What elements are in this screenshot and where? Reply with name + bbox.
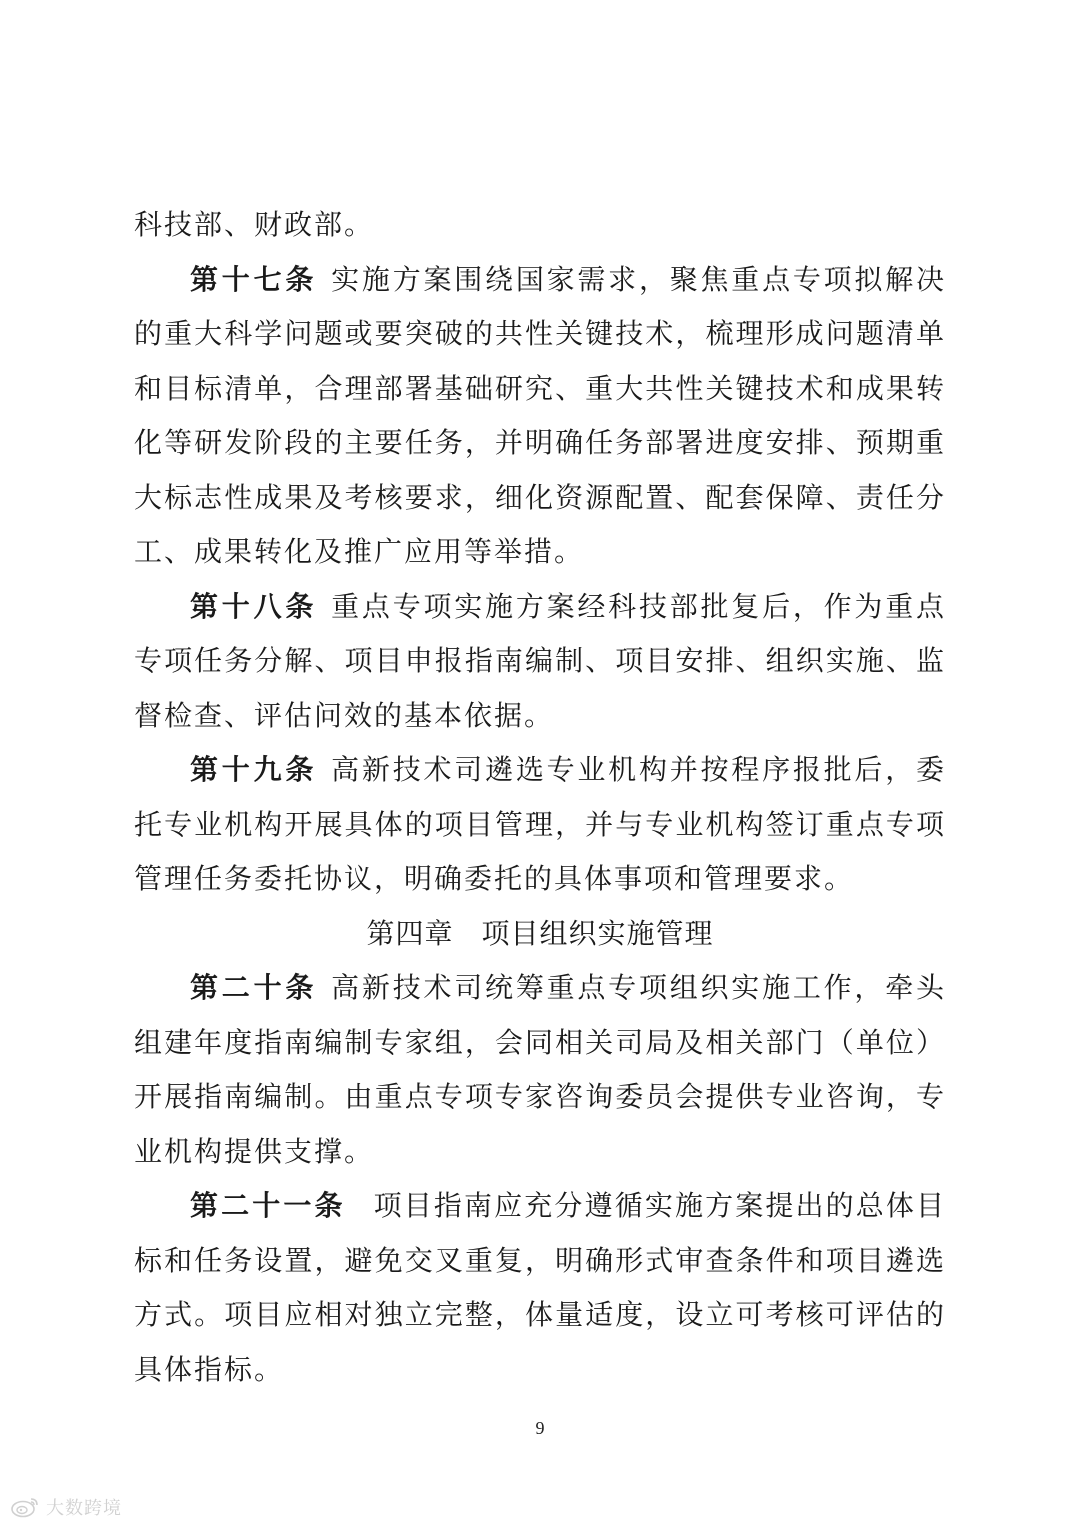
article-17 bbox=[134, 253, 946, 580]
article-19 bbox=[134, 743, 946, 907]
article-label: 第十七条 bbox=[190, 262, 318, 296]
page-number: 9 bbox=[535, 1418, 545, 1438]
weibo-icon bbox=[10, 1496, 40, 1518]
article-label: 第十八条 bbox=[190, 589, 318, 623]
chapter-number: 第四章 bbox=[366, 916, 454, 950]
article-21 bbox=[134, 1179, 946, 1397]
document-body bbox=[134, 198, 946, 1397]
watermark-text: 大数跨境 bbox=[46, 1498, 122, 1519]
article-text: 项目指南应充分遵循实施方案提出的总体目标和任务设置，避免交叉重复，明确形式审查条件和项目遴选方式。项目应相对独立完整，体量适度，设立可考核可评估的具体指标。 bbox=[134, 1189, 946, 1386]
chapter-title: 项目组织实施管理 bbox=[481, 916, 714, 950]
article-20 bbox=[134, 961, 946, 1179]
article-18 bbox=[134, 580, 946, 744]
article-label: 第十九条 bbox=[190, 753, 318, 786]
article-label: 第二十条 bbox=[190, 971, 318, 1004]
article-text: 高新技术司遴选专业机构并按程序报批后，委托专业机构开展具体的项目管理，并与专业机构签订重点专项管理任务委托协议，明确委托的具体事项和管理要求。 bbox=[134, 753, 946, 895]
watermark bbox=[10, 1494, 122, 1520]
article-text: 重点专项实施方案经科技部批复后，作为重点专项任务分解、项目申报指南编制、项目安排、组织实施、监督检查、评估问效的基本依据。 bbox=[134, 589, 946, 732]
lead-line: 科技部、财政部。 bbox=[134, 208, 375, 241]
chapter-heading bbox=[134, 907, 946, 962]
article-label: 第二十一条 bbox=[190, 1189, 346, 1222]
article-text: 高新技术司统筹重点专项组织实施工作，牵头组建年度指南编制专家组，会同相关司局及相关部门（单位）开展指南编制。由重点专项专家咨询委员会提供专业咨询，专业机构提供支撑。 bbox=[134, 971, 946, 1168]
article-text: 实施方案围绕国家需求，聚焦重点专项拟解决的重大科学问题或要突破的共性关键技术，梳理形成问题清单和目标清单，合理部署基础研究、重大共性关键技术和成果转化等研发阶段的主要任务，并明确任务部署进度安排、预期重大标志性成果及考核要求，细化资源配置、配套保障、责任分工、成果转化及推广应用等举措。 bbox=[134, 262, 946, 568]
